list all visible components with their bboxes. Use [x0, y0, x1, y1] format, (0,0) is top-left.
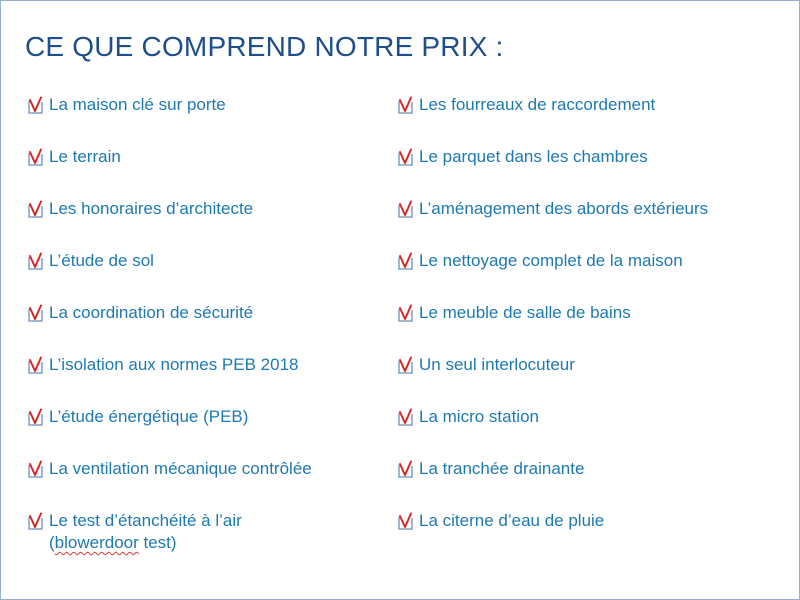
- item-label: Un seul interlocuteur: [419, 355, 575, 374]
- list-item: [25, 406, 385, 458]
- red-checkmark-box-icon: [396, 460, 415, 479]
- item-label: Les honoraires d’architecte: [49, 199, 254, 218]
- list-item: [25, 458, 385, 510]
- red-checkmark-box-icon: [26, 304, 45, 323]
- list-item: [395, 510, 790, 562]
- list-item: [395, 146, 790, 198]
- list-item: [25, 198, 385, 250]
- item-label-line2: [49, 532, 385, 554]
- item-label: La citerne d’eau de pluie: [419, 511, 605, 530]
- included-items-left-list: [25, 94, 385, 562]
- spellcheck-underlined-word: blowerdoor: [54, 533, 139, 552]
- list-item: [25, 146, 385, 198]
- item-label: Le nettoyage complet de la maison: [419, 251, 683, 270]
- item-label: La ventilation mécanique contrôlée: [49, 459, 312, 478]
- red-checkmark-box-icon: [396, 252, 415, 271]
- red-checkmark-box-icon: [396, 96, 415, 115]
- list-item: [395, 198, 790, 250]
- red-checkmark-box-icon: [26, 356, 45, 375]
- red-checkmark-box-icon: [26, 96, 45, 115]
- red-checkmark-box-icon: [396, 512, 415, 531]
- red-checkmark-box-icon: [26, 200, 45, 219]
- item-label: Le parquet dans les chambres: [419, 147, 648, 166]
- red-checkmark-box-icon: [396, 304, 415, 323]
- list-item: [25, 510, 385, 562]
- red-checkmark-box-icon: [26, 512, 45, 531]
- red-checkmark-box-icon: [26, 252, 45, 271]
- page-title: CE QUE COMPREND NOTRE PRIX :: [25, 31, 504, 62]
- list-item: [25, 94, 385, 146]
- item-label: La coordination de sécurité: [49, 303, 254, 322]
- list-item: [25, 302, 385, 354]
- red-checkmark-box-icon: [396, 356, 415, 375]
- red-checkmark-box-icon: [26, 460, 45, 479]
- list-item: [25, 250, 385, 302]
- item-label: La micro station: [419, 407, 539, 426]
- list-item: [395, 354, 790, 406]
- list-item: [395, 302, 790, 354]
- item-label-line2-suffix: test): [138, 533, 177, 552]
- red-checkmark-box-icon: [26, 148, 45, 167]
- included-items-right-list: [395, 94, 790, 562]
- item-label: Le terrain: [49, 147, 121, 166]
- item-label: L’aménagement des abords extérieurs: [419, 199, 709, 218]
- item-label-line2-prefix: (: [49, 533, 55, 552]
- item-label: Les fourreaux de raccordement: [419, 95, 656, 114]
- red-checkmark-box-icon: [396, 148, 415, 167]
- list-item: [395, 250, 790, 302]
- item-label: L’étude énergétique (PEB): [49, 407, 249, 426]
- list-item: [395, 94, 790, 146]
- list-item: [395, 458, 790, 510]
- list-item: [395, 406, 790, 458]
- item-label: L’étude de sol: [49, 251, 154, 270]
- red-checkmark-box-icon: [396, 408, 415, 427]
- red-checkmark-box-icon: [396, 200, 415, 219]
- item-label: La tranchée drainante: [419, 459, 585, 478]
- item-label: Le meuble de salle de bains: [419, 303, 631, 322]
- item-label: La maison clé sur porte: [49, 95, 226, 114]
- item-label: L’isolation aux normes PEB 2018: [49, 355, 299, 374]
- item-label: Le test d’étanchéité à l’air: [49, 511, 242, 530]
- red-checkmark-box-icon: [26, 408, 45, 427]
- list-item: [25, 354, 385, 406]
